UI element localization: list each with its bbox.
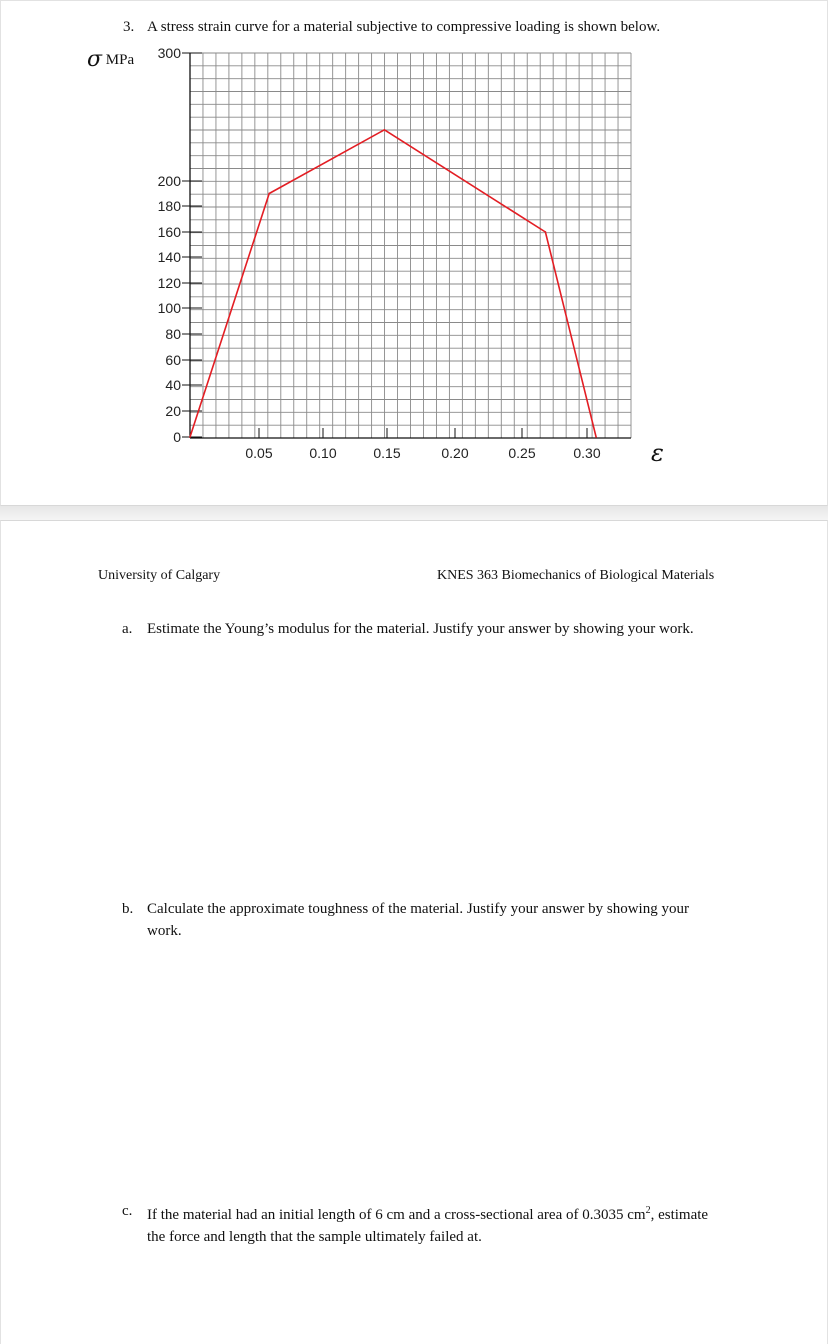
y-tick-label: 0: [173, 429, 181, 445]
chart-series: [190, 130, 596, 437]
y-tick-label: 80: [165, 326, 181, 342]
part-a-letter: a.: [122, 621, 133, 637]
y-tick-label: 180: [157, 198, 181, 214]
part-c-text-before: If the material had an initial length of 6 cm and a cross-sectional area of 0.3035 cm: [147, 1207, 646, 1223]
x-tick-label: 0.05: [245, 445, 273, 461]
x-axis-label: ε: [651, 439, 664, 467]
part-a-text: Estimate the Young’s modulus for the material. Justify your answer by showing your work.: [147, 621, 694, 637]
page-separator: [0, 506, 828, 520]
stress-strain-chart: [1, 1, 828, 501]
x-tick-label: 0.15: [373, 445, 401, 461]
y-tick-label: 140: [157, 249, 181, 265]
y-axis-ticks: [158, 45, 202, 445]
part-c-text: [147, 1200, 712, 1248]
page-top: [0, 0, 828, 506]
y-tick-label: 100: [157, 300, 181, 316]
part-b-letter: b.: [122, 901, 134, 917]
x-tick-label: 0.25: [508, 445, 536, 461]
part-b-text: Calculate the approximate toughness of the material. Justify your answer by showing your work.: [147, 901, 689, 939]
part-c-letter: c.: [122, 1203, 133, 1219]
question-part-b: [122, 898, 712, 942]
sigma-symbol: σ: [87, 47, 103, 72]
footer-university: University of Calgary: [98, 568, 221, 583]
y-tick-label: 160: [157, 224, 181, 240]
y-tick-label: 200: [157, 173, 181, 189]
y-tick-label: 60: [165, 352, 181, 368]
y-tick-label: 120: [157, 275, 181, 291]
y-tick-label: 20: [165, 403, 181, 419]
y-tick-label: 40: [165, 377, 181, 393]
x-tick-label: 0.10: [309, 445, 337, 461]
chart-grid: [190, 53, 631, 438]
question-text: A stress strain curve for a material subjective to compressive loading is shown below.: [147, 19, 661, 35]
x-tick-label: 0.30: [573, 445, 601, 461]
question-part-a: [122, 618, 712, 640]
footer-course: KNES 363 Biomechanics of Biological Materials: [437, 568, 715, 583]
page-bottom: [0, 520, 828, 1344]
question-number: 3.: [123, 19, 135, 35]
curve-segment: [269, 130, 384, 194]
y-tick-label: 300: [157, 45, 181, 61]
curve-segment: [190, 194, 269, 438]
question-part-c: [122, 1200, 712, 1248]
y-axis-unit: MPa: [105, 52, 135, 68]
part-c-superscript: 2: [645, 1205, 651, 1216]
part-c-text-after: , estimate the force and length that the sample ultimately failed at.: [147, 1207, 709, 1245]
x-tick-label: 0.20: [441, 445, 469, 461]
